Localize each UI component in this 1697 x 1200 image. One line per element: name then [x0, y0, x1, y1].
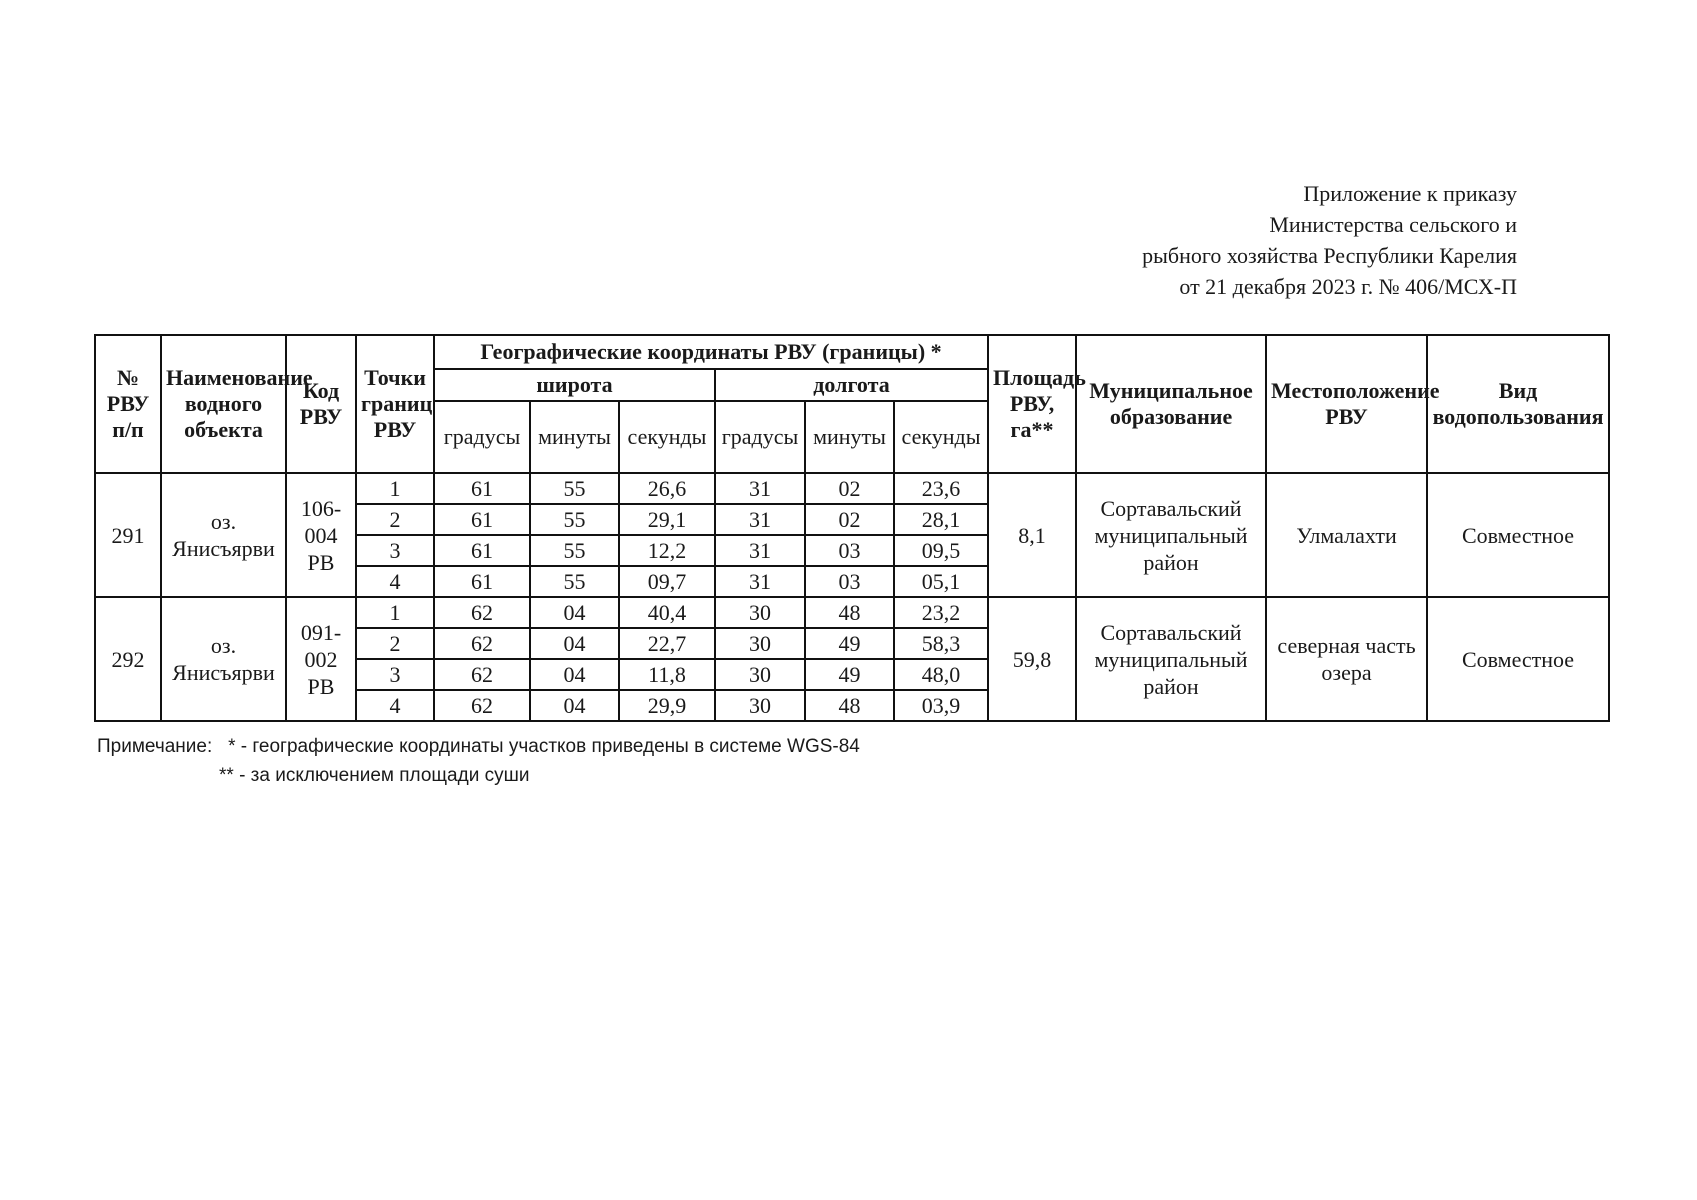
cell-point: 1	[356, 597, 434, 628]
notes-label: Примечание:	[97, 736, 213, 757]
col-header-name: Наименование водного объекта	[161, 335, 286, 473]
cell-usage: Совместное	[1427, 597, 1609, 721]
cell-lon-deg: 30	[715, 628, 805, 659]
cell-area: 59,8	[988, 597, 1076, 721]
cell-lon-deg: 31	[715, 473, 805, 504]
cell-lat-sec: 29,1	[619, 504, 715, 535]
cell-lat-min: 55	[530, 566, 619, 597]
notes-block	[97, 732, 860, 790]
col-header-usage: Вид водопользования	[1427, 335, 1609, 473]
cell-lat-deg: 62	[434, 659, 530, 690]
col-header-lat-min: минуты	[530, 401, 619, 473]
col-header-code: Код РВУ	[286, 335, 356, 473]
cell-lon-sec: 05,1	[894, 566, 988, 597]
cell-lat-min: 04	[530, 659, 619, 690]
col-header-lon-deg: градусы	[715, 401, 805, 473]
cell-lon-sec: 23,6	[894, 473, 988, 504]
cell-point: 2	[356, 504, 434, 535]
col-header-area: Площадь РВУ, га**	[988, 335, 1076, 473]
col-header-lon-min: минуты	[805, 401, 894, 473]
cell-lat-min: 04	[530, 597, 619, 628]
col-header-municipality: Муниципальное образование	[1076, 335, 1266, 473]
cell-lat-sec: 40,4	[619, 597, 715, 628]
cell-lat-deg: 62	[434, 628, 530, 659]
table-row	[95, 597, 1609, 628]
cell-lon-deg: 31	[715, 504, 805, 535]
cell-lat-deg: 62	[434, 597, 530, 628]
header-line-3: рыбного хозяйства Республики Карелия	[1142, 243, 1517, 268]
col-header-lat-sec: секунды	[619, 401, 715, 473]
col-header-longitude: долгота	[715, 369, 988, 401]
cell-lon-min: 48	[805, 597, 894, 628]
cell-area: 8,1	[988, 473, 1076, 597]
cell-name: оз. Янисъярви	[161, 597, 286, 721]
cell-lon-sec: 23,2	[894, 597, 988, 628]
cell-lat-min: 04	[530, 628, 619, 659]
cell-lon-min: 03	[805, 566, 894, 597]
cell-point: 3	[356, 535, 434, 566]
cell-lon-deg: 30	[715, 597, 805, 628]
cell-point: 4	[356, 690, 434, 721]
col-header-location: Местоположение РВУ	[1266, 335, 1427, 473]
cell-lat-sec: 22,7	[619, 628, 715, 659]
cell-municipality: Сортавальский муниципальный район	[1076, 597, 1266, 721]
note-area: ** - за исключением площади суши	[219, 765, 530, 786]
cell-lon-deg: 30	[715, 659, 805, 690]
header-line-4: от 21 декабря 2023 г. № 406/МСХ-П	[1179, 274, 1517, 299]
cell-lon-min: 02	[805, 504, 894, 535]
cell-lat-sec: 12,2	[619, 535, 715, 566]
cell-lat-min: 04	[530, 690, 619, 721]
col-header-lon-sec: секунды	[894, 401, 988, 473]
header-line-2: Министерства сельского и	[1269, 212, 1517, 237]
document-header	[1142, 178, 1517, 302]
cell-lon-sec: 09,5	[894, 535, 988, 566]
cell-lon-sec: 48,0	[894, 659, 988, 690]
cell-lon-deg: 31	[715, 535, 805, 566]
cell-lon-deg: 31	[715, 566, 805, 597]
col-header-num: № РВУ п/п	[95, 335, 161, 473]
cell-usage: Совместное	[1427, 473, 1609, 597]
cell-lon-deg: 30	[715, 690, 805, 721]
col-header-points: Точки границ РВУ	[356, 335, 434, 473]
cell-lon-min: 49	[805, 628, 894, 659]
cell-num: 292	[95, 597, 161, 721]
cell-num: 291	[95, 473, 161, 597]
cell-lon-min: 03	[805, 535, 894, 566]
col-header-lat-deg: градусы	[434, 401, 530, 473]
cell-point: 2	[356, 628, 434, 659]
cell-lat-sec: 29,9	[619, 690, 715, 721]
cell-lon-sec: 58,3	[894, 628, 988, 659]
cell-lat-deg: 61	[434, 535, 530, 566]
rvu-table	[94, 334, 1610, 722]
header-line-1: Приложение к приказу	[1303, 181, 1517, 206]
cell-location: Улмалахти	[1266, 473, 1427, 597]
col-header-latitude: широта	[434, 369, 715, 401]
cell-lat-deg: 62	[434, 690, 530, 721]
cell-name: оз. Янисъярви	[161, 473, 286, 597]
cell-lon-sec: 28,1	[894, 504, 988, 535]
cell-lon-min: 48	[805, 690, 894, 721]
table-row	[95, 473, 1609, 504]
cell-lat-sec: 11,8	[619, 659, 715, 690]
cell-point: 1	[356, 473, 434, 504]
cell-lat-sec: 26,6	[619, 473, 715, 504]
cell-lon-min: 02	[805, 473, 894, 504]
cell-location: северная часть озера	[1266, 597, 1427, 721]
cell-lon-sec: 03,9	[894, 690, 988, 721]
cell-lat-deg: 61	[434, 504, 530, 535]
cell-lat-deg: 61	[434, 566, 530, 597]
note-wgs84: * - географические координаты участков приведены в системе WGS-84	[228, 736, 860, 757]
cell-point: 3	[356, 659, 434, 690]
cell-lon-min: 49	[805, 659, 894, 690]
cell-code: 106-004 РВ	[286, 473, 356, 597]
cell-lat-min: 55	[530, 504, 619, 535]
cell-lat-deg: 61	[434, 473, 530, 504]
cell-lat-min: 55	[530, 535, 619, 566]
cell-lat-min: 55	[530, 473, 619, 504]
cell-municipality: Сортавальский муниципальный район	[1076, 473, 1266, 597]
col-header-coords: Географические координаты РВУ (границы) *	[434, 335, 988, 369]
cell-code: 091-002 РВ	[286, 597, 356, 721]
cell-lat-sec: 09,7	[619, 566, 715, 597]
cell-point: 4	[356, 566, 434, 597]
